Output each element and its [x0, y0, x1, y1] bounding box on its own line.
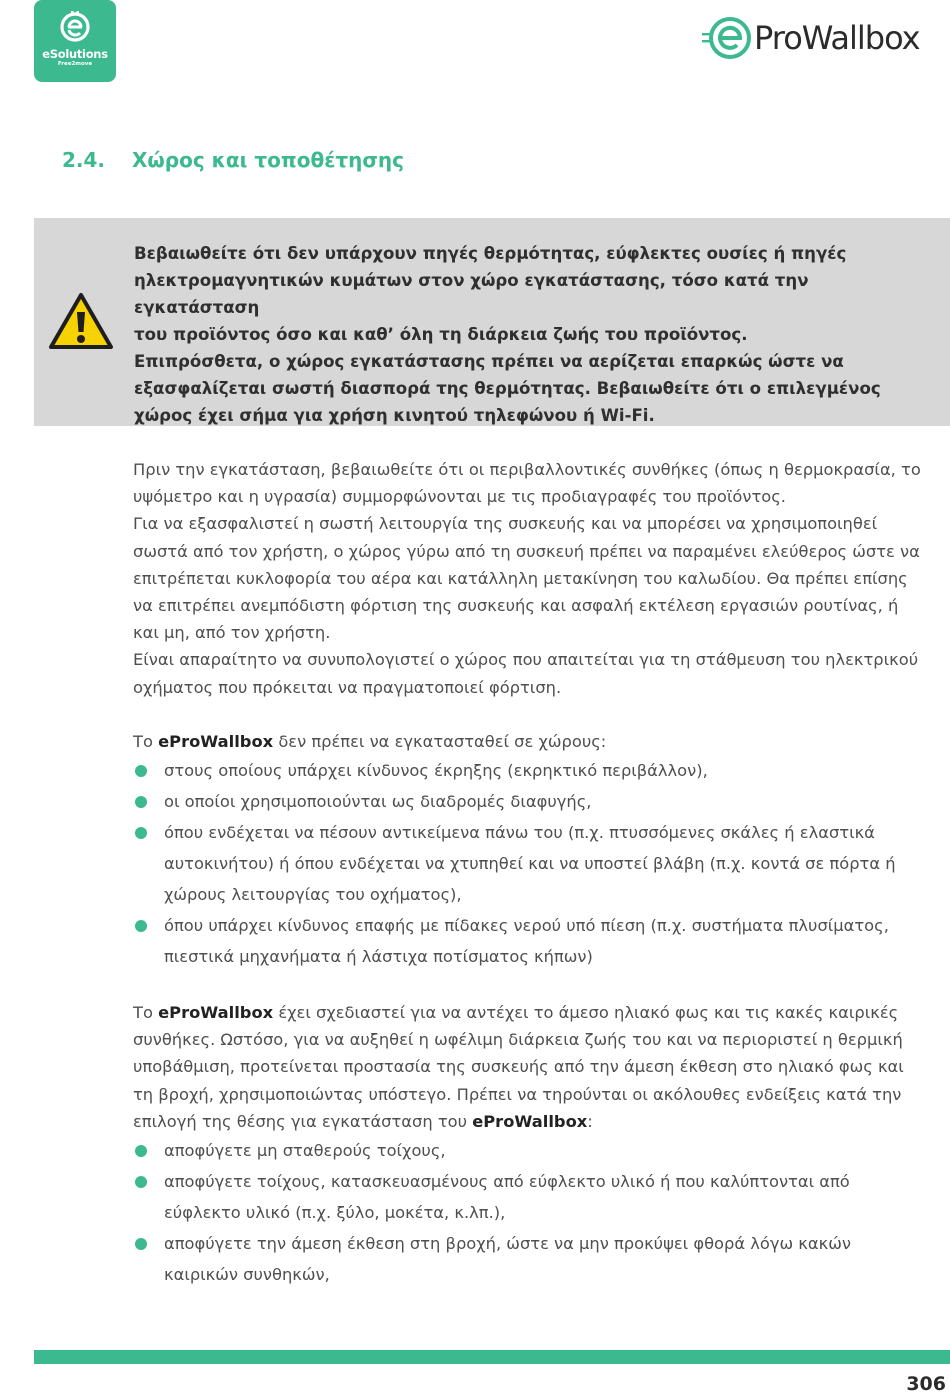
- body-line: οχήματος που πρόκειται να πραγματοποιεί φόρτιση.: [133, 677, 562, 697]
- restriction-list: [133, 755, 948, 972]
- eprowallbox-logo: [700, 12, 950, 64]
- warning-line: Βεβαιωθείτε ότι δεν υπάρχουν πηγές θερμότητας, εύφλεκτες ουσίες ή πηγές: [134, 244, 847, 263]
- brand-name: eProWallbox: [472, 1111, 588, 1131]
- esolutions-logo-sub: Free2move: [57, 61, 93, 67]
- guideline-list: [133, 1135, 948, 1290]
- esolutions-logo: [34, 0, 116, 82]
- body-line: υποβάθμιση, προτείνεται προστασία της συσκευής από την άμεση έκθεση στο ηλιακό φως και: [133, 1057, 904, 1077]
- warning-line: του προϊόντος όσο και καθ’ όλη τη διάρκεια ζωής του προϊόντος.: [134, 325, 748, 344]
- plug-logo-icon: [57, 11, 93, 45]
- bullet-icon: [135, 1176, 147, 1188]
- section-title: Χώρος και τοποθέτησης: [132, 148, 404, 172]
- list-item: οι οποίοι χρησιμοποιούνται ως διαδρομές διαφυγής,: [133, 786, 948, 817]
- body-line: Για να εξασφαλιστεί η σωστή λειτουργία της συσκευής και να μπορέσει να χρησιμοποιηθεί: [133, 514, 878, 534]
- body-line: Είναι απαραίτητο να συνυπολογιστεί ο χώρος που απαιτείται για τη στάθμευση του ηλεκτρικού: [133, 650, 919, 670]
- warning-line: Επιπρόσθετα, ο χώρος εγκατάστασης πρέπει να αερίζεται επαρκώς ώστε να: [134, 352, 844, 371]
- section-heading: [62, 148, 404, 172]
- list-item: όπου ενδέχεται να πέσουν αντικείμενα πάνω του (π.χ. πτυσσόμενες σκάλες ή ελαστικά αυτοκινήτου) ή όπου ενδέχεται να χτυπηθεί και να υποστεί βλάβη (π.χ. κοντά σε πόρτα ή χώρους λειτουργίας του οχήματος),: [133, 817, 948, 910]
- warning-text: [134, 240, 934, 429]
- body-text: [133, 456, 948, 1290]
- page-number: 306: [906, 1373, 946, 1395]
- bullet-icon: [135, 1145, 147, 1157]
- bullet-icon: [135, 827, 147, 839]
- body-line: Το eProWallbox δεν πρέπει να εγκατασταθεί σε χώρους:: [133, 731, 607, 751]
- body-line: να επιτρέπει ανεμπόδιστη φόρτιση της συσκευής και ασφαλή εκτέλεση εργασιών ρουτίνας, ή: [133, 596, 899, 616]
- warning-triangle-icon: [48, 292, 114, 350]
- warning-box: [34, 218, 950, 426]
- brand-name: eProWallbox: [158, 731, 274, 751]
- list-item: αποφύγετε την άμεση έκθεση στη βροχή, ώστε να μην προκύψει φθορά λόγω κακών καιρικών συνθηκών,: [133, 1228, 948, 1290]
- bullet-icon: [135, 1238, 147, 1250]
- body-line: σωστά από τον χρήστη, ο χώρος γύρω από τη συσκευή πρέπει να παραμένει ελεύθερος ώστε να: [133, 541, 920, 561]
- list-item: στους οποίους υπάρχει κίνδυνος έκρηξης (εκρηκτικό περιβάλλον),: [133, 755, 948, 786]
- e-plug-logo-icon: [700, 14, 752, 62]
- esolutions-logo-name: eSolutions: [42, 47, 108, 61]
- body-line: τη βροχή, χρησιμοποιώντας υπόστεγο. Πρέπει να τηρούνται οι ακόλουθες ενδείξεις κατά την: [133, 1084, 902, 1104]
- warning-line: ηλεκτρομαγνητικών κυμάτων στον χώρο εγκατάστασης, τόσο κατά την εγκατάσταση: [134, 271, 809, 317]
- body-line: Πριν την εγκατάσταση, βεβαιωθείτε ότι οι περιβαλλοντικές συνθήκες (όπως η θερμοκρασία, το: [133, 460, 921, 479]
- body-line: συνθήκες. Ωστόσο, για να αυξηθεί η ωφέλιμη διάρκεια ζωής του και να περιοριστεί η θερμική: [133, 1030, 903, 1050]
- warning-line: χώρος έχει σήμα για χρήση κινητού τηλεφώνου ή Wi-Fi.: [134, 406, 655, 425]
- bullet-icon: [135, 920, 147, 932]
- warning-line: εξασφαλίζεται σωστή διασπορά της θερμότητας. Βεβαιωθείτε ότι ο επιλεγμένος: [134, 379, 881, 398]
- body-line: υψόμετρο και η υγρασία) συμμορφώνονται με τις προδιαγραφές του προϊόντος.: [133, 487, 786, 507]
- list-item: αποφύγετε τοίχους, κατασκευασμένους από εύφλεκτο υλικό ή που καλύπτονται από εύφλεκτο υλικό (π.χ. ξύλο, μοκέτα, κ.λπ.),: [133, 1166, 948, 1228]
- brand-name: eProWallbox: [158, 1003, 274, 1023]
- footer-bar: [34, 1350, 950, 1364]
- body-line: και μη, από τον χρήστη.: [133, 623, 331, 643]
- list-item: αποφύγετε μη σταθερούς τοίχους,: [133, 1135, 948, 1166]
- bullet-icon: [135, 796, 147, 808]
- list-item: όπου υπάρχει κίνδυνος επαφής με πίδακες νερού υπό πίεση (π.χ. συστήματα πλυσίματος, πιεστικά μηχανήματα ή λάστιχα ποτίσματος κήπων): [133, 910, 948, 972]
- section-number: 2.4.: [62, 148, 106, 172]
- eprowallbox-logo-text: ProWallbox: [754, 19, 920, 57]
- bullet-icon: [135, 765, 147, 777]
- body-line: Το eProWallbox έχει σχεδιαστεί για να αντέχει το άμεσο ηλιακό φως και τις κακές καιρικές: [133, 1003, 899, 1023]
- body-line: επιλογή της θέσης για εγκατάσταση του eProWallbox:: [133, 1111, 593, 1131]
- body-line: επιτρέπεται κυκλοφορία του αέρα και κατάλληλη μετακίνηση του καλωδίου. Θα πρέπει επίσης: [133, 568, 908, 588]
